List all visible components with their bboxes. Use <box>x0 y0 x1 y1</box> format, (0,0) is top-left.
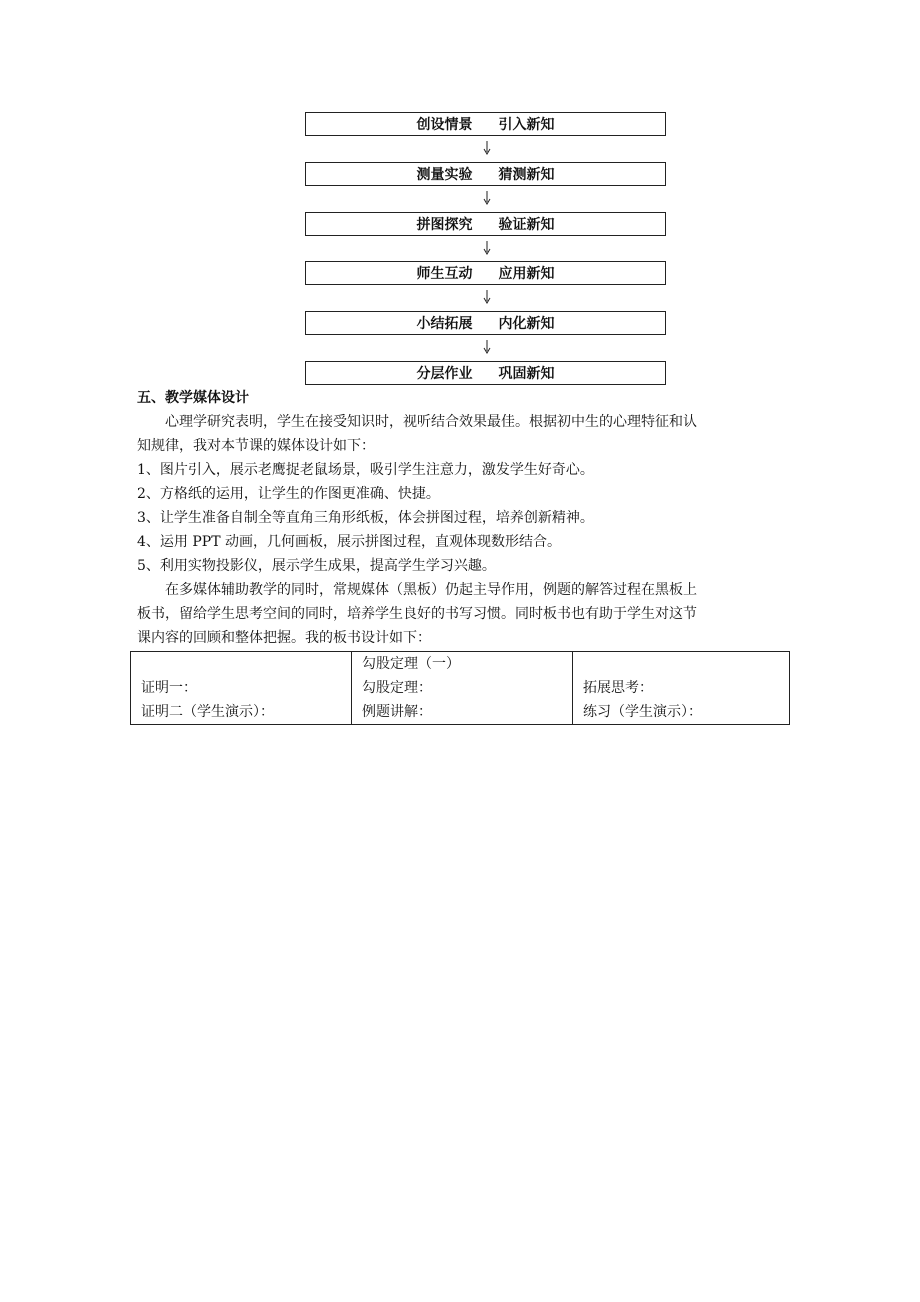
flow-step-6 <box>305 361 666 385</box>
flow-step-3-right: 验证新知 <box>498 217 555 233</box>
flow-step-1-left: 创设情景 <box>416 117 473 133</box>
flow-step-3-left: 拼图探究 <box>416 217 473 233</box>
down-arrow-icon <box>479 241 495 255</box>
board-cell-text: 证明二（学生演示）： <box>141 704 274 720</box>
down-arrow-icon <box>479 340 495 354</box>
flow-step-4-right: 应用新知 <box>498 266 555 282</box>
paragraph-2-line-3: 课内容的回顾和整体把握。我的板书设计如下： <box>137 630 431 646</box>
flow-step-5-right: 内化新知 <box>498 316 555 332</box>
list-item: 5、利用实物投影仪，展示学生成果，提高学生学习兴趣。 <box>137 558 496 574</box>
flow-step-6-left: 分层作业 <box>416 366 473 382</box>
flow-step-6-right: 巩固新知 <box>498 366 555 382</box>
section-heading: 五、教学媒体设计 <box>137 390 249 406</box>
flow-step-2 <box>305 162 666 186</box>
list-item: 4、运用 PPT 动画，几何画板，展示拼图过程，直观体现数形结合。 <box>137 534 561 550</box>
flow-step-5-left: 小结拓展 <box>416 316 473 332</box>
paragraph-2-line-2: 板书，留给学生思考空间的同时，培养学生良好的书写习惯。同时板书也有助于学生对这节 <box>137 606 697 622</box>
board-column-left <box>131 652 352 725</box>
down-arrow-icon <box>479 141 495 155</box>
flow-step-1-right: 引入新知 <box>498 117 555 133</box>
flow-step-4 <box>305 261 666 285</box>
table-row <box>131 652 790 725</box>
list-item: 1、图片引入，展示老鹰捉老鼠场景，吸引学生注意力，激发学生好奇心。 <box>137 462 594 478</box>
paragraph-1-line-2: 知规律，我对本节课的媒体设计如下： <box>137 438 375 454</box>
list-item: 2、方格纸的运用，让学生的作图更准确、快捷。 <box>137 486 440 502</box>
flow-step-4-left: 师生互动 <box>416 266 473 282</box>
flow-step-1 <box>305 112 666 136</box>
board-cell-text <box>583 652 779 676</box>
flow-step-5 <box>305 311 666 335</box>
board-cell-text <box>141 652 341 676</box>
down-arrow-icon <box>479 290 495 304</box>
board-column-middle <box>352 652 573 725</box>
board-cell-text: 例题讲解： <box>362 704 432 720</box>
board-cell-text: 拓展思考： <box>583 680 653 696</box>
board-cell-text: 证明一： <box>141 680 197 696</box>
flow-step-2-right: 猜测新知 <box>498 167 555 183</box>
flow-step-3 <box>305 212 666 236</box>
list-item: 3、让学生准备自制全等直角三角形纸板，体会拼图过程，培养创新精神。 <box>137 510 594 526</box>
board-cell-text: 练习（学生演示）： <box>583 704 702 720</box>
paragraph-1-line-1: 心理学研究表明，学生在接受知识时，视听结合效果最佳。根据初中生的心理特征和认 <box>165 414 697 430</box>
board-cell-text: 勾股定理（一） <box>362 656 460 672</box>
down-arrow-icon <box>479 191 495 205</box>
board-design-table <box>130 651 790 725</box>
board-cell-text: 勾股定理： <box>362 680 432 696</box>
flow-step-2-left: 测量实验 <box>416 167 473 183</box>
board-column-right <box>573 652 790 725</box>
paragraph-2-line-1: 在多媒体辅助教学的同时，常规媒体（黑板）仍起主导作用，例题的解答过程在黑板上 <box>165 582 697 598</box>
